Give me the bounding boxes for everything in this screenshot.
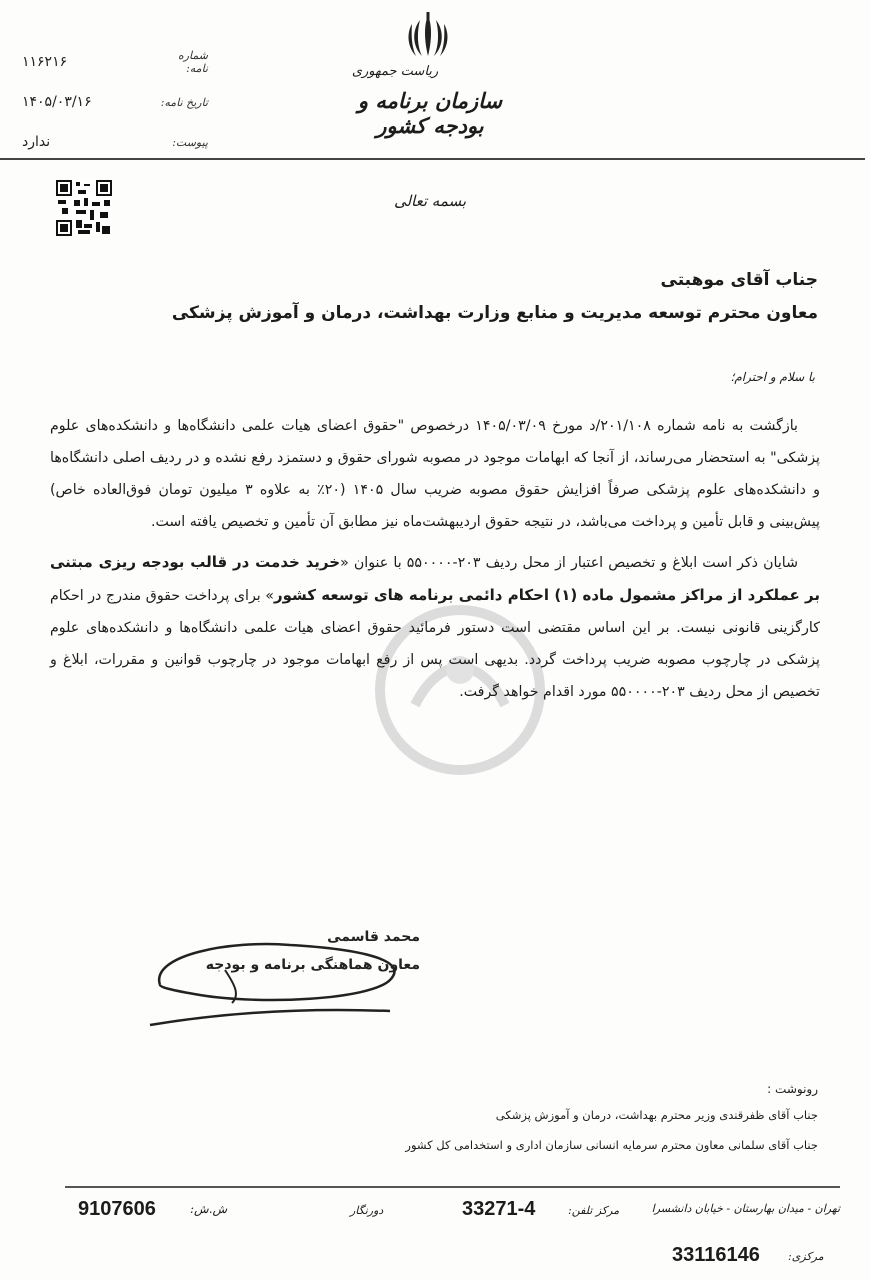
- attachment-value: ندارد: [22, 134, 51, 150]
- phone-center-number: 33271-4: [462, 1198, 536, 1220]
- body-paragraph-2: [50, 546, 820, 708]
- footer-divider: [65, 1186, 840, 1188]
- phone-center-label: مرکز تلفن:: [568, 1204, 620, 1217]
- cc-line-1: جناب آقای ظفرقندی وزیر محترم بهداشت، درمان و آموزش پزشکی: [495, 1108, 818, 1122]
- letter-number-row: [18, 42, 208, 82]
- addressee-name: جناب آقای موهبتی: [660, 270, 818, 290]
- letter-date-row: [18, 82, 208, 122]
- central-label: مرکزی:: [788, 1250, 824, 1263]
- signatory-title: معاون هماهنگی برنامه و بودجه: [205, 957, 420, 973]
- cc-heading: رونوشت :: [767, 1082, 818, 1096]
- letter-date-label: تاریخ نامه:: [160, 95, 208, 109]
- attachment-label: پیوست:: [172, 135, 208, 149]
- signatory-name: محمد قاسمی: [327, 929, 420, 945]
- fax-label: دورنگار: [350, 1204, 384, 1217]
- body-paragraph-2-start: شایان ذکر است ابلاغ و تخصیص اعتبار از محل ردیف ۲۰۳-۵۵۰۰۰۰ با عنوان «: [340, 555, 799, 571]
- central-number: 33116146: [672, 1244, 760, 1266]
- sh-number: 9107606: [78, 1198, 156, 1220]
- attachment-row: [18, 122, 208, 162]
- presidency-label: ریاست جمهوری: [351, 64, 439, 79]
- qr-code-icon: [56, 180, 112, 236]
- body-paragraph-1: بازگشت به نامه شماره ۲۰۱/۱۰۸/د مورخ ۱۴۰۵/۰۳/۰۹ درخصوص "حقوق اعضای هیات علمی دانشگاه‌ها و دانشکده‌های علوم پزشکی" به استحضار می‌رساند، از آنجا که ابهامات موجود در مصوبه شورای حقوق و دستمزد رفع نشده و در ردیف اصلی دانشگاه‌ها و دانشکده‌های علوم پزشکی صرفاً افزایش حقوق مصوبه ضریب سال ۱۴۰۵ (۲۰٪ به علاوه ۳ میلیون تومان فوق‌العاده خاص) پیش‌بینی و قابل تأمین و پرداخت می‌باشد، در نتیجه حقوق اردیبهشت‌ماه نیز مطابق آن تأمین و تخصیص یافته است.: [50, 418, 820, 530]
- letter-body: [50, 410, 820, 708]
- greeting: با سلام و احترام؛: [730, 370, 815, 384]
- body-paragraph-2-end: » برای پرداخت حقوق مندرج در احکام کارگزینی قانونی نیست. بر این اساس مقتضی است دستور فرمائید حقوق اعضای هیات علمی دانشگاه‌ها و دانشکده‌های علوم پزشکی در چارچوب مصوبه ضریب پرداخت گردد. بدیهی است پس از رفع ابهامات موجود در چارچوب قوانین و مقررات، ابلاغ و تخصیص از محل ردیف ۲۰۳-۵۵۰۰۰۰ مورد اقدام خواهد گرفت.: [50, 588, 820, 700]
- iran-emblem-icon: [400, 10, 456, 66]
- letter-meta: [18, 42, 208, 162]
- addressee-title: معاون محترم توسعه مدیریت و منابع وزارت بهداشت، درمان و آموزش پزشکی: [171, 303, 818, 323]
- letter-date: ۱۴۰۵/۰۳/۱۶: [22, 94, 92, 110]
- budget-line-title: خرید خدمت در قالب بودجه ریزی مبتنی بر عملکرد از مراکز مشمول ماده (۱) احکام دائمی برنامه های توسعه کشور: [50, 553, 820, 604]
- letter-number: ۱۱۶۲۱۶: [22, 54, 68, 70]
- letter-number-label: شماره نامه:: [177, 49, 208, 75]
- basmala: بسمه تعالی: [393, 192, 467, 210]
- organization-name: سازمان برنامه و بودجه کشور: [357, 88, 503, 138]
- footer-address: تهران - میدان بهارستان - خیابان دانشسرا: [651, 1202, 840, 1215]
- cc-line-2: جناب آقای سلمانی معاون محترم سرمایه انسانی سازمان اداری و استخدامی کل کشور: [405, 1138, 818, 1152]
- sh-label: ش.ش:: [190, 1202, 228, 1216]
- header-divider: [0, 158, 865, 160]
- signature-block: [140, 915, 420, 1045]
